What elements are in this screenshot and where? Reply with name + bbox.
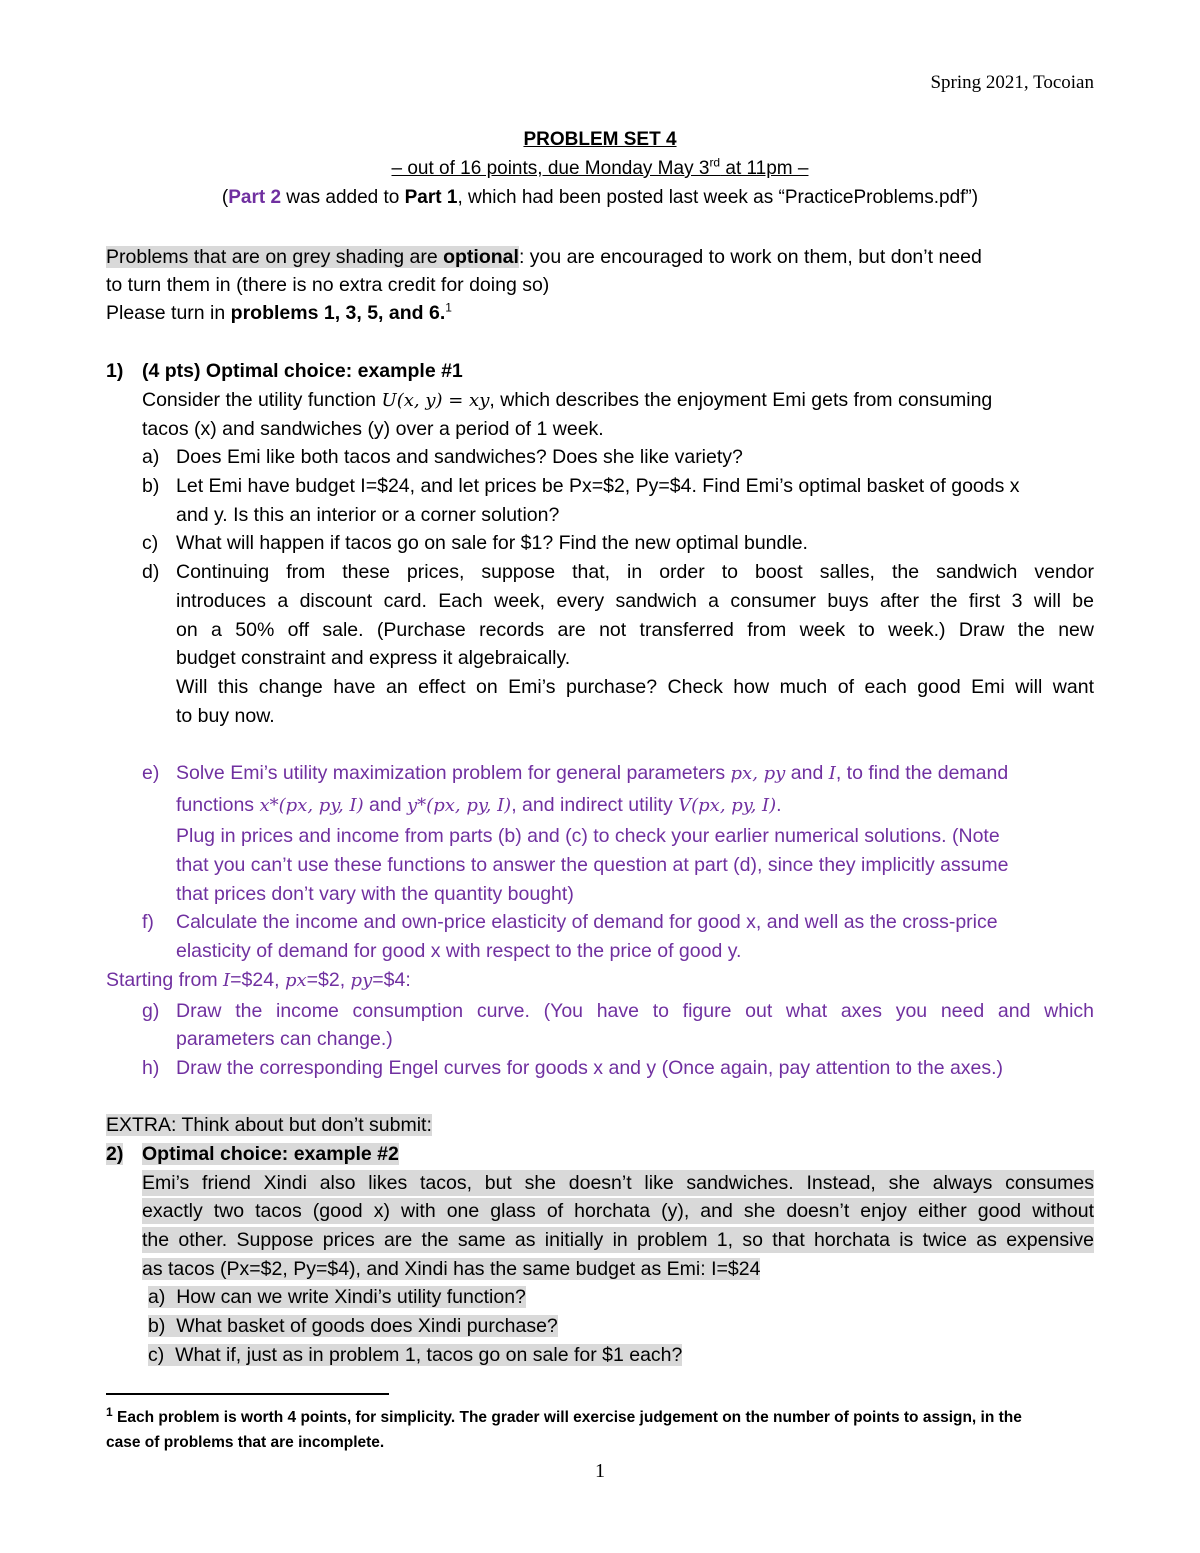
item-d-text-3: on a 50% off sale. (Purchase records are not transferred from week to week.) Draw the new [176, 619, 1094, 641]
problem-2-statement-4: as tacos (Px=$2, Py=$4), and Xindi has the same budget as Emi: I=$24 [142, 1258, 761, 1280]
item-a-label: a) [142, 446, 160, 468]
item-d-text-1: Continuing from these prices, suppose that, in order to boost salles, the sandwich vendor [176, 561, 1094, 583]
item-f-label: f) [142, 911, 154, 933]
item-e-text-3: Plug in prices and income from parts (b) and (c) to check your earlier numerical solutions. (Note [176, 825, 1000, 847]
problem-2-item-b: b) What basket of goods does Xindi purchase? [148, 1315, 558, 1337]
intro-line-1: Problems that are on grey shading are optional: you are encouraged to work on them, but don’t need [106, 246, 982, 268]
problem-2-title: Optimal choice: example #2 [142, 1143, 399, 1165]
intro-line-2: to turn them in (there is no extra credit for doing so) [106, 274, 550, 296]
item-f-text-2: elasticity of demand for good x with respect to the price of good y. [176, 940, 742, 962]
title-subtitle: – out of 16 points, due Monday May 3rd at 11pm – [391, 155, 809, 179]
item-d-label: d) [142, 561, 160, 583]
item-d-text-6: to buy now. [176, 705, 275, 727]
page-title: PROBLEM SET 4 [523, 129, 677, 150]
page-number: 1 [595, 1460, 605, 1482]
problem-1-statement-2: tacos (x) and sandwiches (y) over a period of 1 week. [142, 418, 604, 440]
problem-2-statement-1: Emi’s friend Xindi also likes tacos, but she doesn’t like sandwiches. Instead, she always consumes [142, 1172, 1094, 1194]
item-e-text-5: that prices don’t vary with the quantity bought) [176, 883, 574, 905]
item-d-text-4: budget constraint and express it algebraically. [176, 647, 571, 669]
intro-line-3: Please turn in problems 1, 3, 5, and 6.$^1$ [106, 300, 452, 324]
item-f-text-1: Calculate the income and own-price elasticity of demand for good x, and well as the cross-price [176, 911, 998, 933]
problem-2-item-c: c) What if, just as in problem 1, tacos go on sale for $1 each? [148, 1344, 683, 1366]
problem-2-item-a: a) How can we write Xindi’s utility function? [148, 1286, 526, 1308]
item-d-text-5: Will this change have an effect on Emi’s purchase? Check how much of each good Emi will want [176, 676, 1094, 698]
item-e-text-2: functions x*(px, py, I) and y*(px, py, I), and indirect utility V(px, py, I). [176, 794, 782, 816]
item-g-label: g) [142, 1000, 160, 1022]
item-b-text-1: Let Emi have budget I=$24, and let prices be Px=$2, Py=$4. Find Emi’s optimal basket of goods x [176, 475, 1020, 497]
problem-1-number: 1) [106, 360, 124, 382]
part1-label: Part 1 [404, 187, 458, 208]
item-c-text: What will happen if tacos go on sale for $1? Find the new optimal bundle. [176, 532, 808, 554]
problem-2-statement-3: the other. Suppose prices are the same as initially in problem 1, so that horchata is twice as expensive [142, 1229, 1094, 1251]
footnote-line-2: case of problems that are incomplete. [106, 1434, 385, 1451]
extra-label: EXTRA: Think about but don’t submit: [106, 1114, 432, 1136]
item-d-text-2: introduces a discount card. Each week, every sandwich a consumer buys after the first 3 will be [176, 590, 1094, 612]
footnote-line-1: $^1$ Each problem is worth 4 points, for simplicity. The grader will exercise judgement on the number of points to assign, in the [106, 1404, 1022, 1426]
starting-values: Starting from I=$24, px=$2, py=$4: [106, 969, 411, 991]
item-h-label: h) [142, 1057, 160, 1079]
item-e-text-4: that you can’t use these functions to answer the question at part (d), since they implicitly assume [176, 854, 1009, 876]
item-b-label: b) [142, 475, 160, 497]
page-header: Spring 2021, Tocoian [930, 72, 1094, 93]
problem-1-title: (4 pts) Optimal choice: example #1 [142, 360, 463, 382]
part2-label: Part 2 [228, 187, 282, 208]
item-g-text-1: Draw the income consumption curve. (You have to figure out what axes you need and which [176, 1000, 1094, 1022]
title-note: (Part 2 was added to Part 1, which had been posted last week as “PracticeProblems.pdf”) [221, 187, 979, 208]
footnote-rule [106, 1393, 389, 1395]
item-h-text: Draw the corresponding Engel curves for goods x and y (Once again, pay attention to the axes.) [176, 1057, 1004, 1079]
item-a-text: Does Emi like both tacos and sandwiches? Does she like variety? [176, 446, 743, 468]
item-c-label: c) [142, 532, 159, 554]
problem-2-statement-2: exactly two tacos (good x) with one glass of horchata (y), and she doesn’t enjoy either good without [142, 1200, 1094, 1222]
item-b-text-2: and y. Is this an interior or a corner solution? [176, 504, 560, 526]
problem-2-number: 2) [106, 1143, 124, 1165]
item-g-text-2: parameters can change.) [176, 1028, 393, 1050]
item-e-text-1: Solve Emi’s utility maximization problem for general parameters px, py and I, to find the demand [176, 762, 1009, 784]
item-e-label: e) [142, 762, 160, 784]
problem-1-statement-1: Consider the utility function U(x, y) = xy, which describes the enjoyment Emi gets from consuming [142, 389, 993, 411]
